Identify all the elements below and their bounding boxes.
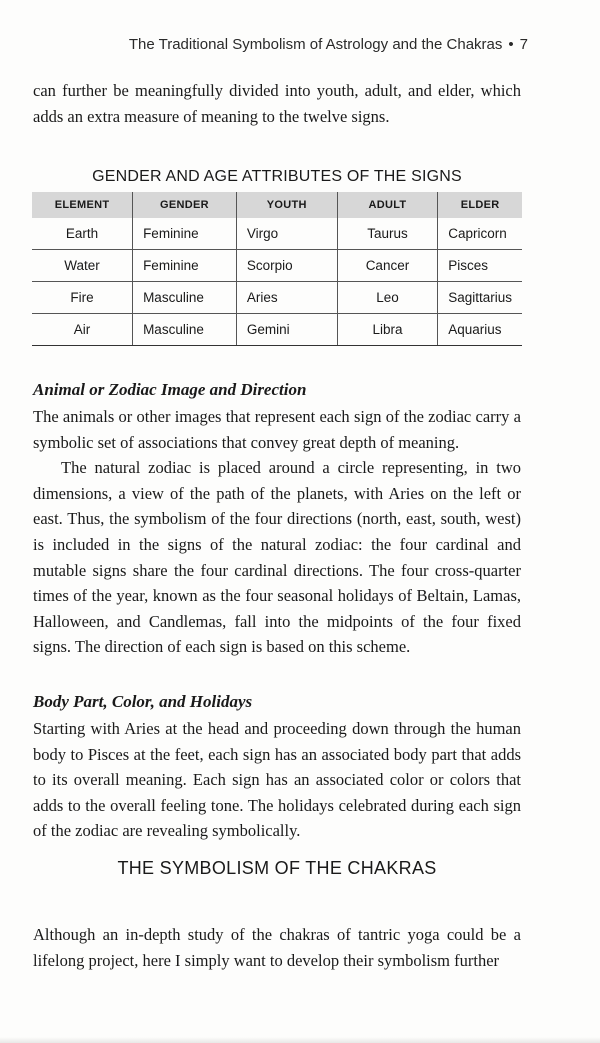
table-cell: Sagittarius (438, 282, 522, 314)
table-cell: Aries (236, 282, 337, 314)
header-elder: ELDER (438, 192, 522, 218)
table-cell: Air (32, 314, 133, 346)
animal-paragraph-2: The natural zodiac is placed around a circle representing, in two dimensions, a view of the path of the planets, with Aries on the left or east. Thus, the symbolism of the four directions (north, east, south, west) is included in the signs of the natural zodiac: the four cardinal and mutable signs share the four cardinal directions. The four cross-quarter times of the year, known as the four seasonal holidays of Beltain, Lamas, Halloween, and Candlemas, fall into the midpoints of the four fixed signs. The direction of each sign is based on this scheme. (33, 458, 521, 657)
header-gender: GENDER (133, 192, 237, 218)
table-cell: Masculine (133, 314, 237, 346)
chakra-section-title: THE SYMBOLISM OF THE CHAKRAS (117, 858, 437, 878)
table-cell: Cancer (337, 250, 437, 282)
table-cell: Masculine (133, 282, 237, 314)
table-row (32, 250, 522, 282)
table-cell: Scorpio (236, 250, 337, 282)
table-cell: Feminine (133, 250, 237, 282)
table-header-row (32, 192, 522, 218)
table-cell: Aquarius (438, 314, 522, 346)
table-cell: Water (32, 250, 133, 282)
table-cell: Leo (337, 282, 437, 314)
table-cell: Taurus (337, 218, 437, 250)
body-section-heading: Body Part, Color, and Holidays (33, 692, 253, 711)
table-cell: Capricorn (438, 218, 522, 250)
table-cell: Fire (32, 282, 133, 314)
table-title: GENDER AND AGE ATTRIBUTES OF THE SIGNS (92, 168, 462, 185)
running-head (129, 36, 528, 53)
animal-section-heading: Animal or Zodiac Image and Direction (33, 380, 307, 399)
table-cell: Feminine (133, 218, 237, 250)
body-paragraph: Starting with Aries at the head and proceeding down through the human body to Pisces at the feet, each sign has an associated body part that adds to its overall meaning. Each sign has an associated color or colors that adds to the overall feeling tone. The holidays celebrated during each sign of the zodiac are revealing symbolically. (33, 719, 521, 841)
table-row (32, 218, 522, 250)
table-row (32, 282, 522, 314)
chakra-section-body (33, 922, 521, 973)
table-cell: Virgo (236, 218, 337, 250)
running-head-separator: • (508, 36, 514, 53)
header-adult: ADULT (337, 192, 437, 218)
page-number: 7 (519, 36, 528, 53)
animal-section-body (33, 404, 521, 660)
table-cell: Libra (337, 314, 437, 346)
body-section-body (33, 716, 521, 844)
chakra-paragraph: Although an in-depth study of the chakras of tantric yoga could be a lifelong project, here I simply want to develop their symbolism further (33, 925, 521, 970)
attributes-table (32, 192, 522, 346)
animal-paragraph-1: The animals or other images that represent each sign of the zodiac carry a symbolic set of associations that convey great depth of meaning. (33, 407, 521, 452)
table-cell: Earth (32, 218, 133, 250)
page-edge (0, 1037, 600, 1043)
header-youth: YOUTH (236, 192, 337, 218)
table-row (32, 314, 522, 346)
table-cell: Pisces (438, 250, 522, 282)
intro-paragraph: can further be meaningfully divided into youth, adult, and elder, which adds an extra measure of meaning to the twelve signs. (33, 81, 521, 126)
header-element: ELEMENT (32, 192, 133, 218)
running-head-title: The Traditional Symbolism of Astrology and the Chakras (128, 36, 503, 53)
table-cell: Gemini (236, 314, 337, 346)
